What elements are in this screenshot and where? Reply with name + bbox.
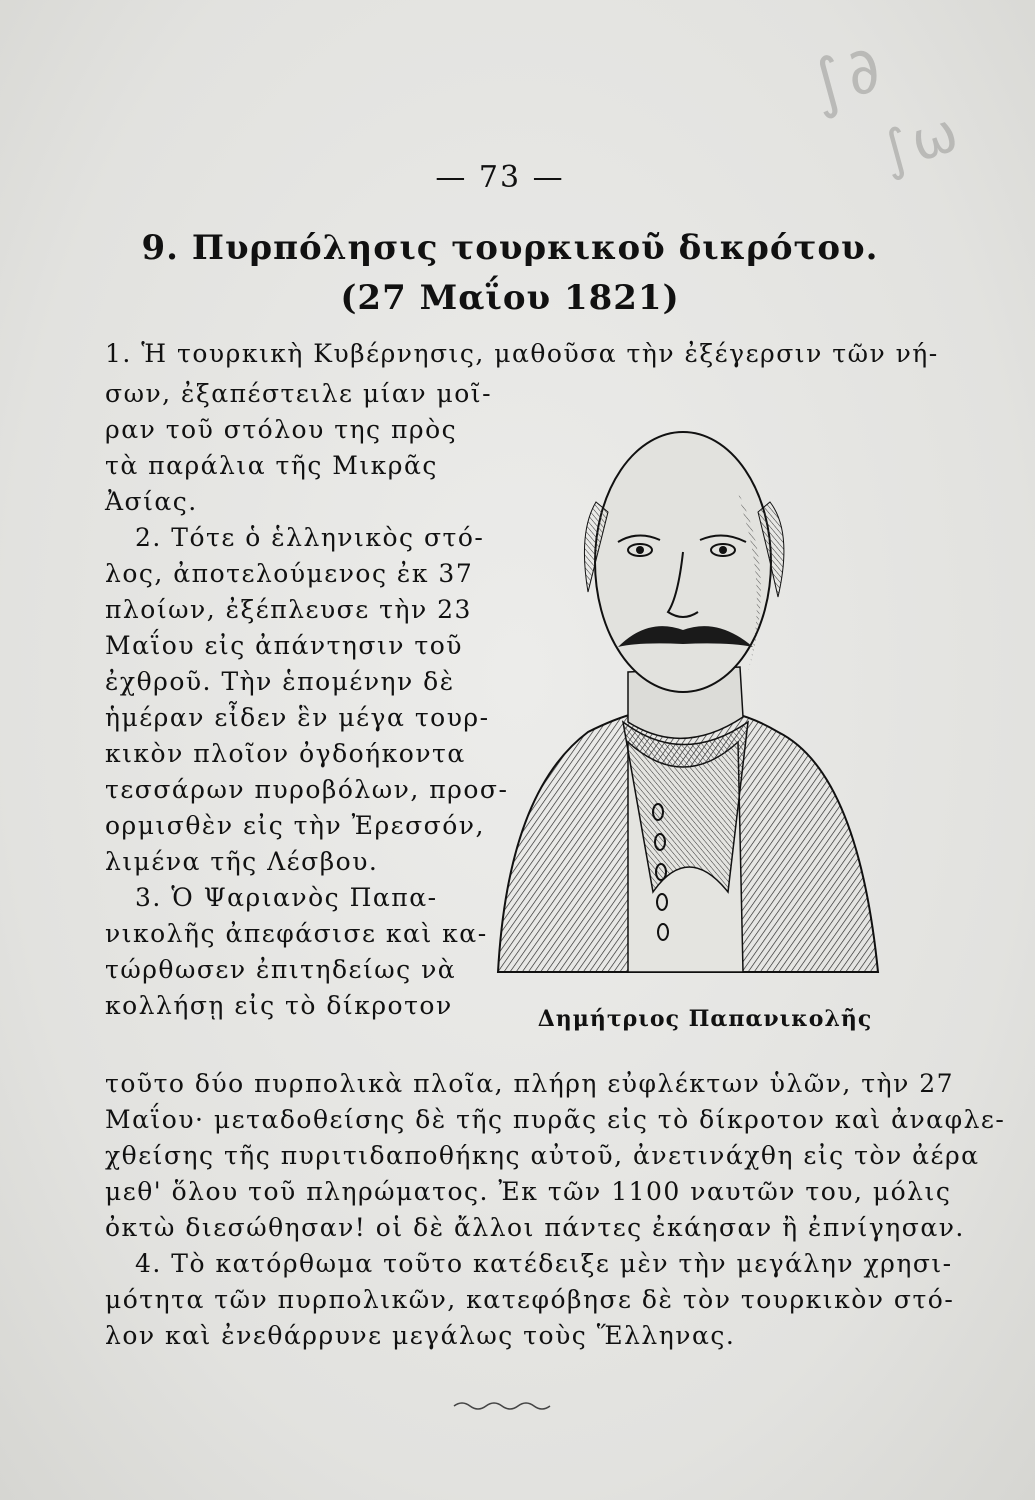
portrait-caption: Δημήτριος Παπανικολῆς	[537, 1006, 873, 1032]
paragraph-1-first-line: 1. Ἡ τουρκικὴ Κυβέρνησις, μαθοῦσα τὴν ἐξέγερσιν τῶν νή-	[105, 339, 939, 368]
text-line: ραν τοῦ στόλου της πρὸς	[105, 415, 458, 444]
column-text	[105, 376, 509, 1024]
text-line: χθείσης τῆς πυριτιδαποθήκης αὐτοῦ, ἀνετινάχθη εἰς τὸν ἀέρα	[105, 1141, 980, 1170]
text-line: λιμένα τῆς Λέσβου.	[105, 847, 379, 876]
text-line: ἐχθροῦ. Τὴν ἑπομένην δὲ	[105, 667, 455, 696]
text-line: Μαΐου εἰς ἀπάντησιν τοῦ	[105, 631, 463, 660]
text-line: τώρθωσεν ἐπιτηδείως νὰ	[105, 955, 457, 984]
text-line: νικολῆς ἀπεφάσισε καὶ κα-	[105, 919, 488, 948]
text-line: λος, ἀποτελούμενος ἐκ 37	[105, 559, 474, 588]
text-line: σων, ἐξαπέστειλε μίαν μοῖ-	[105, 379, 493, 408]
text-line: κολλήσῃ εἰς τὸ δίκροτον	[105, 991, 453, 1020]
text-line: κικὸν πλοῖον ὀγδοήκοντα	[105, 739, 466, 768]
full-width-text	[105, 1066, 1006, 1354]
portrait-engraving	[478, 372, 888, 992]
text-line: ορμισθὲν εἰς τὴν Ἐρεσσόν,	[105, 811, 485, 840]
text-line: πλοίων, ἐξέπλευσε τὴν 23	[105, 595, 472, 624]
text-line: μότητα τῶν πυρπολικῶν, κατεφόβησε δὲ τὸν τουρκικὸν στό-	[105, 1285, 955, 1314]
text-line: 2. Τότε ὁ ἑλληνικὸς στό-	[135, 523, 485, 552]
section-date: (27 Μαΐου 1821)	[340, 278, 680, 318]
text-line: τὰ παράλια τῆς Μικρᾶς	[105, 451, 438, 480]
text-line: μεθ' ὅλου τοῦ πληρώματος. Ἐκ τῶν 1100 ναυτῶν του, μόλις	[105, 1177, 952, 1206]
text-line: Ἀσίας.	[105, 487, 198, 516]
page-number: — 73 —	[435, 160, 565, 195]
text-line: ἡμέραν εἶδεν ἓν μέγα τουρ-	[105, 703, 490, 732]
pencil-mark: ∫ω	[872, 98, 970, 185]
text-line: 3. Ὁ Ψαριανὸς Παπα-	[135, 883, 438, 912]
text-line: τεσσάρων πυροβόλων, προσ-	[105, 775, 509, 804]
text-line: τοῦτο δύο πυρπολικὰ πλοῖα, πλήρη εὐφλέκτων ὑλῶν, τὴν 27	[105, 1069, 955, 1098]
text-line: 4. Τὸ κατόρθωμα τοῦτο κατέδειξε μὲν τὴν μεγάλην χρησι-	[135, 1249, 953, 1278]
pencil-mark: ∫∂	[800, 30, 895, 124]
section-title: 9. Πυρπόλησις τουρκικοῦ δικρότου.	[141, 228, 879, 268]
text-line: ὀκτὼ διεσώθησαν! οἱ δὲ ἄλλοι πάντες ἐκάησαν ἢ ἐπνίγησαν.	[105, 1213, 965, 1242]
text-line: λον καὶ ἐνεθάρρυνε μεγάλως τοὺς Ἕλληνας.	[105, 1321, 736, 1350]
ornament-divider	[452, 1400, 552, 1412]
text-line: Μαΐου· μεταδοθείσης δὲ τῆς πυρᾶς εἰς τὸ δίκροτον καὶ ἀναφλε-	[105, 1105, 1006, 1134]
